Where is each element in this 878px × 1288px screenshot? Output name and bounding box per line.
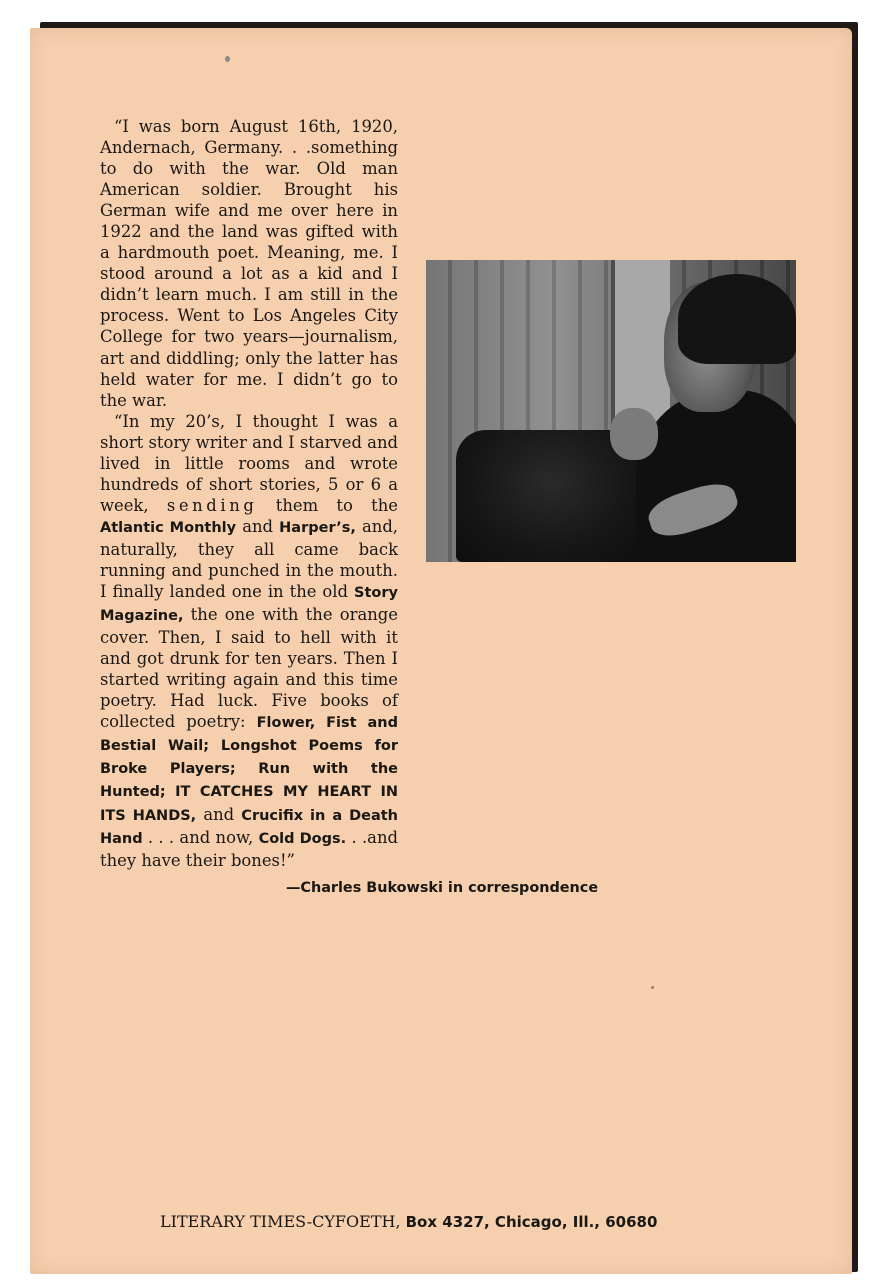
author-body: [636, 390, 796, 562]
book-cold-dogs: Cold Dogs.: [258, 830, 347, 847]
bukowski-quote: [100, 116, 398, 871]
paragraph-2-and: and: [242, 516, 274, 536]
author-hand: [610, 408, 658, 460]
publisher-imprint: [160, 1212, 657, 1231]
quote-paragraph-2: [100, 411, 398, 871]
paragraph-2-after-spaced: them to the: [275, 495, 398, 515]
book-titles: Flower, Fist and Bestial Wail; Longshot Poems for Broke Players; Run with the Hunted; IT CATCHES MY HEART IN ITS HANDS,: [100, 715, 398, 824]
author-hair: [678, 274, 796, 364]
magazine-story: Story Magazine,: [100, 585, 398, 625]
paragraph-2-ellipsis: . . . and now,: [147, 827, 254, 847]
paper-speck: [651, 986, 654, 989]
author-photo: [426, 260, 796, 562]
paragraph-2-intro: “In my 20’s, I thought I was a short story writer and I starved and lived in little rooms and wrote hundreds of short stories, 5 or 6 a week,: [100, 411, 398, 515]
publisher-address: Box 4327, Chicago, Ill., 60680: [405, 1213, 658, 1231]
quote-paragraph-1: “I was born August 16th, 1920, Andernach, Germany. . .something to do with the war. Old man American soldier. Brought his German wife and me over here in 1922 and the land was gifted with a hardmouth poet. Meaning, me. I stood around a lot as a kid and I didn’t learn much. I am still in the process. Went to Los Angeles City College for two years—journalism, art and diddling; only the latter has held water for me. I didn’t go to the war.: [100, 117, 398, 410]
paragraph-2-ending: . .and they have their bones!”: [100, 827, 398, 870]
magazine-atlantic-monthly: Atlantic Monthly: [100, 519, 237, 536]
magazine-harpers: Harper’s,: [279, 519, 356, 536]
paragraph-2-middle: and, naturally, they all came back running and punched in the mouth. I finally landed one in the old: [100, 516, 399, 602]
paragraph-2-and-2: and: [203, 804, 235, 824]
paragraph-2-after-story: the one with the orange cover. Then, I said to hell with it and got drunk for ten years. Then I started writing again and this time poetry. Had luck. Five books of collected poetry:: [100, 605, 398, 732]
attribution: —Charles Bukowski in correspondence: [286, 880, 599, 896]
book-crucifix: Crucifix in a Death Hand: [100, 807, 398, 847]
spaced-word-sending: sending: [166, 495, 258, 515]
publisher-name: LITERARY TIMES-CYFOETH,: [160, 1212, 401, 1231]
paper-speck: [225, 56, 230, 62]
